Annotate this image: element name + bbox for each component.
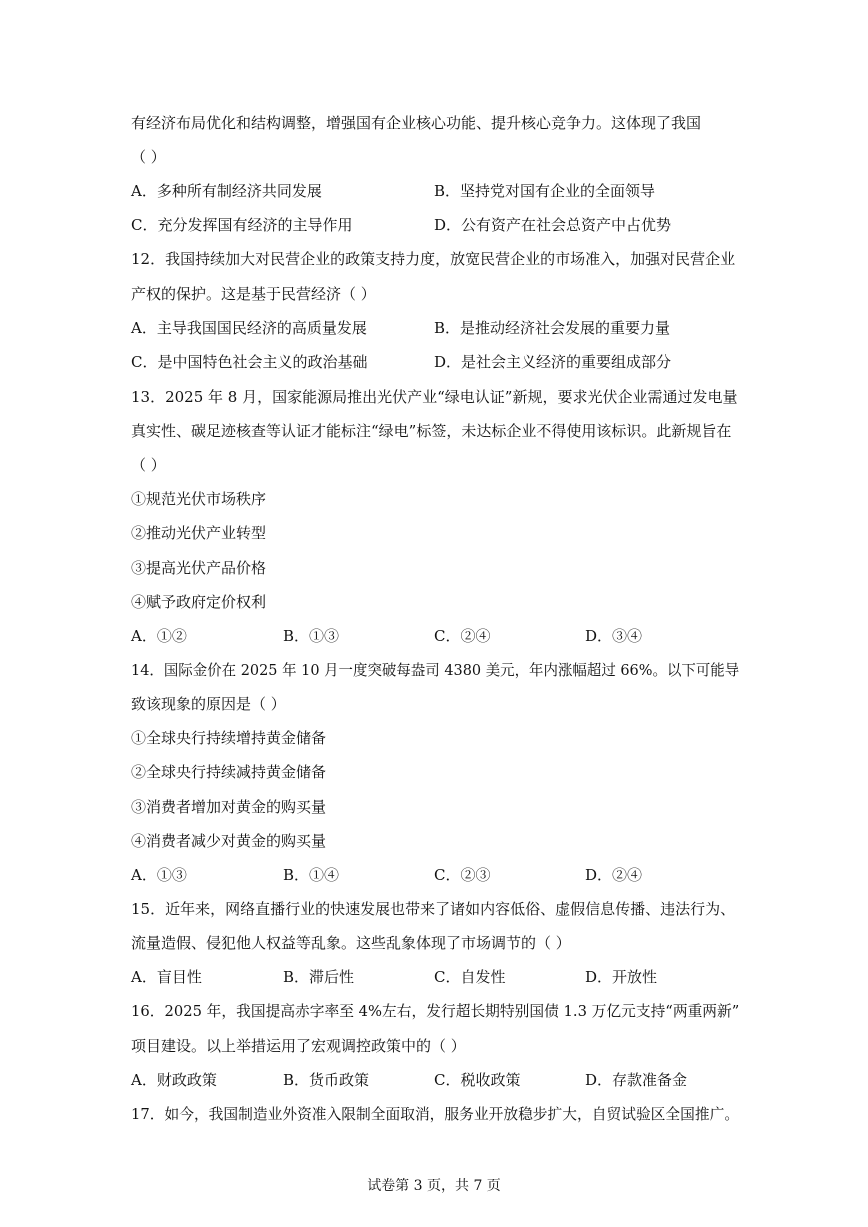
q16-option-d: D．存款准备金	[585, 1071, 688, 1089]
q11-option-b: B．坚持党对国有企业的全面领导	[434, 182, 656, 200]
q14-item-3: ③消费者增加对黄金的购买量	[131, 798, 327, 816]
q14-item-4: ④消费者减少对黄金的购买量	[131, 832, 327, 850]
q14-option-b: B．①④	[283, 866, 340, 884]
q13-item-3: ③提高光伏产品价格	[131, 559, 267, 577]
q14-stem-line-1: 14．国际金价在 2025 年 10 月一度突破每盎司 4380 美元，年内涨幅超过 66%。以下可能导	[131, 661, 740, 679]
q12-stem-line-2: 产权的保护。这是基于民营经济（ ）	[131, 285, 376, 303]
q13-option-d: D．③④	[585, 627, 643, 645]
q11-option-c: C．充分发挥国有经济的主导作用	[131, 216, 353, 234]
q13-item-4: ④赋予政府定价权利	[131, 593, 267, 611]
q12-option-a: A．主导我国国民经济的高质量发展	[131, 319, 367, 337]
q11-stem-line-1: 有经济布局优化和结构调整，增强国有企业核心功能、提升核心竞争力。这体现了我国	[131, 114, 702, 132]
q13-option-a: A．①②	[131, 627, 187, 645]
q15-stem-line-1: 15．近年来，网络直播行业的快速发展也带来了诸如内容低俗、虚假信息传播、违法行为、	[131, 900, 736, 918]
q13-item-2: ②推动光伏产业转型	[131, 524, 267, 542]
q15-option-c: C．自发性	[434, 968, 506, 986]
q14-stem-line-2: 致该现象的原因是（ ）	[131, 695, 286, 713]
q13-stem-line-1: 13．2025 年 8 月，国家能源局推出光伏产业“绿电认证”新规，要求光伏企业需通过发电量	[131, 388, 738, 406]
q14-option-d: D．②④	[585, 866, 643, 884]
q14-option-c: C．②③	[434, 866, 491, 884]
q14-item-1: ①全球央行持续增持黄金储备	[131, 729, 327, 747]
q16-option-c: C．税收政策	[434, 1071, 521, 1089]
q13-item-1: ①规范光伏市场秩序	[131, 490, 267, 508]
q15-option-d: D．开放性	[585, 968, 658, 986]
q16-option-a: A．财政政策	[131, 1071, 217, 1089]
q17-stem-line-1: 17．如今，我国制造业外资准入限制全面取消，服务业开放稳步扩大，自贸试验区全国推广。	[131, 1105, 740, 1123]
q13-option-b: B．①③	[283, 627, 340, 645]
q15-option-a: A．盲目性	[131, 968, 202, 986]
q13-stem-line-2: 真实性、碳足迹核查等认证才能标注“绿电”标签，未达标企业不得使用该标识。此新规旨在	[131, 422, 732, 440]
q16-stem-line-2: 项目建设。以上举措运用了宏观调控政策中的（ ）	[131, 1037, 466, 1055]
q13-option-c: C．②④	[434, 627, 491, 645]
q11-option-d: D．公有资产在社会总资产中占优势	[434, 216, 672, 234]
q13-stem-line-3: （ ）	[131, 456, 166, 474]
q12-option-d: D．是社会主义经济的重要组成部分	[434, 353, 672, 371]
page-footer: 试卷第 3 页，共 7 页	[367, 1178, 501, 1194]
q14-item-2: ②全球央行持续减持黄金储备	[131, 763, 327, 781]
q14-option-a: A．①③	[131, 866, 187, 884]
q16-option-b: B．货币政策	[283, 1071, 370, 1089]
q12-stem-line-1: 12．我国持续加大对民营企业的政策支持力度，放宽民营企业的市场准入，加强对民营企业	[131, 250, 736, 268]
q11-stem-line-2: （ ）	[131, 148, 166, 166]
q15-stem-line-2: 流量造假、侵犯他人权益等乱象。这些乱象体现了市场调节的（ ）	[131, 934, 571, 952]
q12-option-c: C．是中国特色社会主义的政治基础	[131, 353, 368, 371]
q16-stem-line-1: 16．2025 年，我国提高赤字率至 4%左右，发行超长期特别国债 1.3 万亿元支持“两重两新”	[131, 1002, 740, 1020]
q11-option-a: A．多种所有制经济共同发展	[131, 182, 322, 200]
q15-option-b: B．滞后性	[283, 968, 355, 986]
q12-option-b: B．是推动经济社会发展的重要力量	[434, 319, 671, 337]
